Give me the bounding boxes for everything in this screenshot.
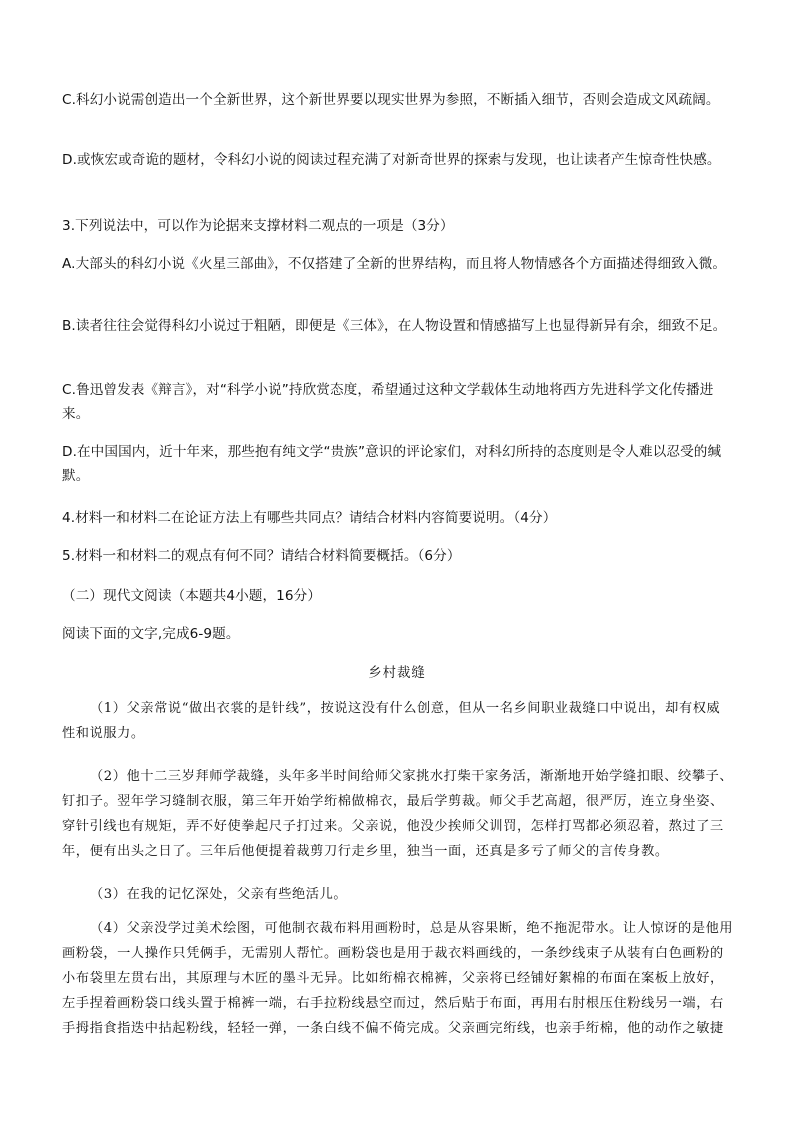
article-paragraph-3: （3）在我的记忆深处，父亲有些绝活儿。 <box>90 887 348 902</box>
article-paragraph-4: （4）父亲没学过美术绘图，可他制衣裁布料用画粉时，总是从容果断，绝不拖泥带水。让人惊讶的是他用画粉袋，一人操作只凭俩手，无需别人帮忙。画粉袋也是用于裁衣料画线的，一条纱线束子从装有白色画粉的小布袋里左贯右出，其原理与木匠的墨斗无异。比如绗棉衣棉裤，父亲将已经铺好絮棉的布面在案板上放好，左手捏着画粉袋口线头置于棉裤一端，右手拉粉线悬空而过，然后贴于布面，再用右肘根压住粉线另一端，右手拇指食指迭中拈起粉线，轻轻一弹，一条白线不偏不倚完成。父亲画完绗线，也亲手绗棉，他的动作之敏捷 <box>62 921 734 1036</box>
option-3d: D.在中国国内，近十年来，那些抱有纯文学“贵族”意识的评论家们，对科幻所持的态度则是令人难以忍受的缄默。 <box>62 444 722 484</box>
option-3a: A.大部头的科幻小说《火星三部曲》，不仅搭建了全新的世界结构，而且将人物情感各个方面描述得细致入微。 <box>62 256 727 272</box>
section-heading: （二）现代文阅读（本题共4小题，16分） <box>62 588 322 604</box>
question-4: 4.材料一和材料二在论证方法上有哪些共同点？请结合材料内容简要说明。（4分） <box>62 510 557 526</box>
option-3c: C.鲁迅曾发表《辩言》，对“科学小说”持欣赏态度，希望通过这种文学载体生动地将西方先进科学文化传播进来。 <box>62 382 714 422</box>
question-3-stem: 3.下列说法中，可以作为论据来支撑材料二观点的一项是（3分） <box>62 218 454 234</box>
reading-instruction: 阅读下面的文字,完成6-9题。 <box>62 626 240 642</box>
option-2c: C.科幻小说需创造出一个全新世界，这个新世界要以现实世界为参照，不断插入细节，否则会造成文风疏阔。 <box>62 92 720 108</box>
option-2d: D.或恢宏或奇诡的题材，令科幻小说的阅读过程充满了对新奇世界的探索与发现，也让读者产生惊奇性快感。 <box>62 152 721 168</box>
article-title: 乡村裁缝 <box>368 666 426 681</box>
option-3b: B.读者往往会觉得科幻小说过于粗陋，即便是《三体》，在人物设置和情感描写上也显得新异有余，细致不足。 <box>62 318 727 334</box>
question-5: 5.材料一和材料二的观点有何不同？请结合材料简要概括。（6分） <box>62 548 461 564</box>
article-paragraph-1: （1）父亲常说“做出衣裳的是针线”，按说这没有什么创意，但从一名乡间职业裁缝口中说出，却有权威性和说服力。 <box>62 701 721 741</box>
article-paragraph-2: （2）他十二三岁拜师学裁缝，头年多半时间给师父家挑水打柴干家务活，渐渐地开始学缝扣眼、绞攀子、钉扣子。翌年学习缝制衣服，第三年开始学绗棉做棉衣，最后学剪裁。师父手艺高超，很严厉，连立身坐姿、穿针引线也有规矩，弄不好使拳起尺子打过来。父亲说，他没少挨师父训罚，怎样打骂都必须忍着，熬过了三年，便有出头之日了。三年后他便提着裁剪刀行走乡里，独当一面，还真是多亏了师父的言传身教。 <box>62 769 734 859</box>
